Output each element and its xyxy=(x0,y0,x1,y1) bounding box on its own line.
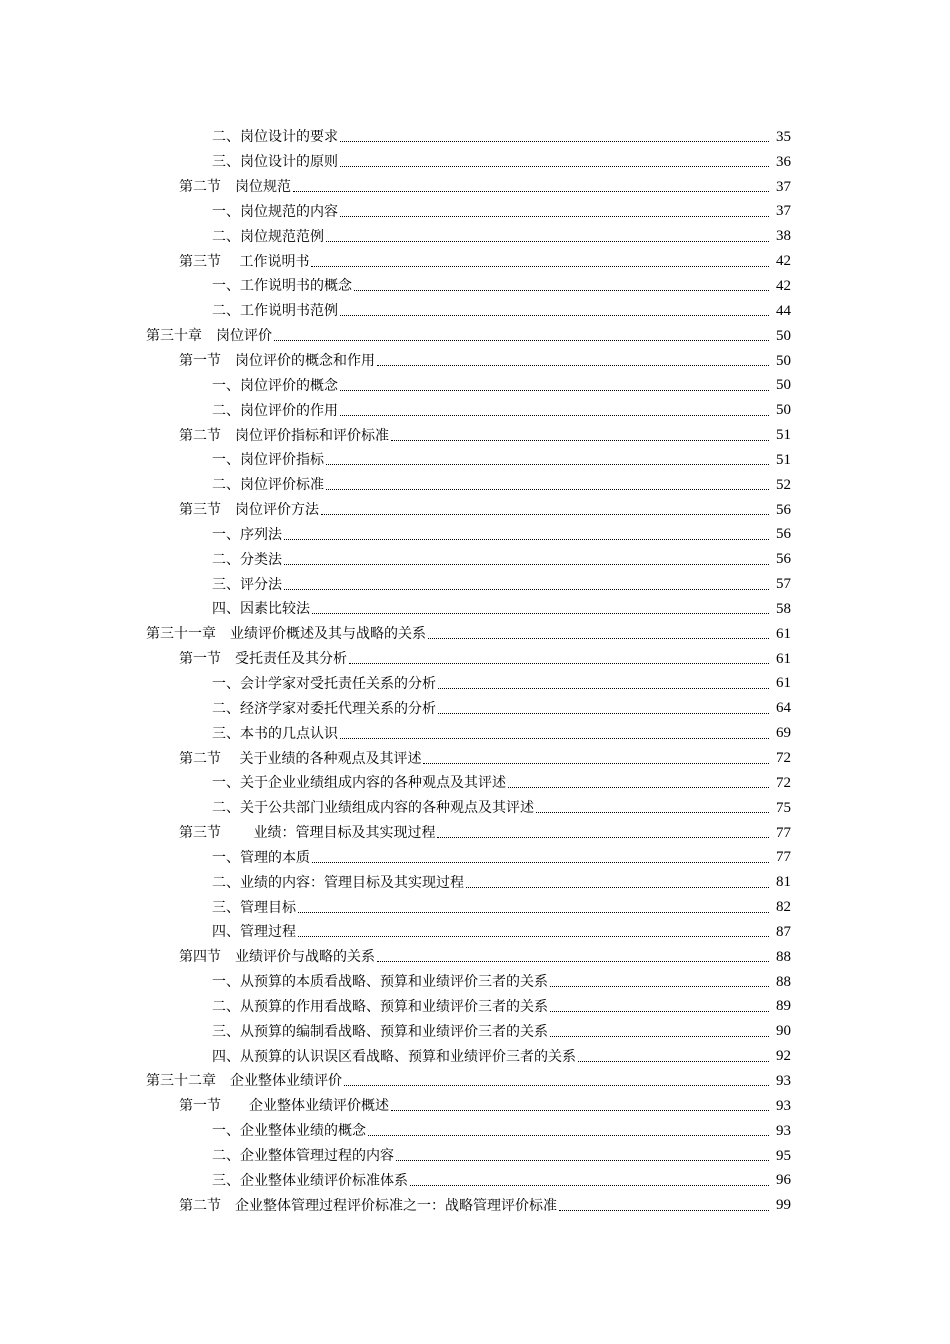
toc-page-number: 52 xyxy=(776,476,791,493)
toc-page-number: 57 xyxy=(776,576,791,593)
toc-entry-title: 第二节 岗位评价指标和评价标准 xyxy=(179,427,389,444)
dot-leader xyxy=(559,1210,769,1211)
toc-page-number: 58 xyxy=(776,600,791,617)
toc-page-number: 50 xyxy=(776,352,791,369)
dot-leader xyxy=(354,290,769,291)
toc-subsection-entry[interactable] xyxy=(212,274,791,299)
toc-entry-title: 三、企业整体业绩评价标准体系 xyxy=(212,1172,408,1189)
toc-entry-title: 二、从预算的作用看战略、预算和业绩评价三者的关系 xyxy=(212,998,548,1015)
toc-entry-title: 二、企业整体管理过程的内容 xyxy=(212,1148,394,1165)
dot-leader xyxy=(438,688,769,689)
toc-entry-title: 三、管理目标 xyxy=(212,899,296,916)
dot-leader xyxy=(340,738,769,739)
toc-page-number: 99 xyxy=(776,1197,791,1214)
toc-subsection-entry[interactable] xyxy=(212,870,791,895)
toc-page-number: 72 xyxy=(776,774,791,791)
toc-entry-title: 第二节 岗位规范 xyxy=(179,179,291,196)
toc-subsection-entry[interactable] xyxy=(212,398,791,423)
toc-page-number: 75 xyxy=(776,799,791,816)
dot-leader xyxy=(326,241,769,242)
dot-leader xyxy=(340,216,769,217)
toc-subsection-entry[interactable] xyxy=(212,373,791,398)
toc-page-number: 89 xyxy=(776,998,791,1015)
toc-section-entry[interactable] xyxy=(179,498,791,523)
toc-entry-title: 一、岗位评价的概念 xyxy=(212,377,338,394)
dot-leader xyxy=(326,464,769,465)
dot-leader xyxy=(340,390,769,391)
dot-leader xyxy=(578,1061,769,1062)
toc-page-number: 37 xyxy=(776,178,791,195)
toc-subsection-entry[interactable] xyxy=(212,1144,791,1169)
toc-subsection-entry[interactable] xyxy=(212,920,791,945)
toc-subsection-entry[interactable] xyxy=(212,572,791,597)
dot-leader xyxy=(396,1160,769,1161)
toc-page-number: 82 xyxy=(776,899,791,916)
toc-page-number: 77 xyxy=(776,849,791,866)
dot-leader xyxy=(293,191,769,192)
dot-leader xyxy=(284,589,769,590)
dot-leader xyxy=(368,1135,769,1136)
toc-subsection-entry[interactable] xyxy=(212,672,791,697)
toc-entry-title: 一、岗位规范的内容 xyxy=(212,203,338,220)
toc-page-number: 51 xyxy=(776,427,791,444)
toc-page-number: 50 xyxy=(776,327,791,344)
toc-page-number: 92 xyxy=(776,1048,791,1065)
toc-subsection-entry[interactable] xyxy=(212,845,791,870)
dot-leader xyxy=(349,663,769,664)
toc-entry-title: 四、从预算的认识误区看战略、预算和业绩评价三者的关系 xyxy=(212,1048,576,1065)
toc-subsection-entry[interactable] xyxy=(212,771,791,796)
toc-entry-title: 第三节 岗位评价方法 xyxy=(179,502,319,519)
dot-leader xyxy=(284,539,769,540)
toc-entry-title: 三、岗位设计的原则 xyxy=(212,154,338,171)
toc-page-number: 50 xyxy=(776,402,791,419)
toc-entry-title: 一、会计学家对受托责任关系的分析 xyxy=(212,675,436,692)
toc-entry-title: 二、工作说明书范例 xyxy=(212,303,338,320)
toc-entry-title: 第二节 关于业绩的各种观点及其评述 xyxy=(179,750,422,767)
toc-page-number: 37 xyxy=(776,203,791,220)
toc-subsection-entry[interactable] xyxy=(212,473,791,498)
dot-leader xyxy=(437,837,769,838)
dot-leader xyxy=(466,887,769,888)
toc-entry-title: 第三十一章 业绩评价概述及其与战略的关系 xyxy=(146,626,426,643)
toc-page-number: 69 xyxy=(776,725,791,742)
toc-subsection-entry[interactable] xyxy=(212,1019,791,1044)
toc-entry-title: 第一节 岗位评价的概念和作用 xyxy=(179,353,375,370)
toc-page-number: 88 xyxy=(776,973,791,990)
dot-leader xyxy=(326,489,769,490)
dot-leader xyxy=(298,936,769,937)
toc-page-number: 93 xyxy=(776,1122,791,1139)
dot-leader xyxy=(340,166,769,167)
toc-section-entry[interactable] xyxy=(179,1193,791,1218)
toc-subsection-entry[interactable] xyxy=(212,696,791,721)
toc-entry-title: 一、关于企业业绩组成内容的各种观点及其评述 xyxy=(212,775,506,792)
toc-page-number: 87 xyxy=(776,923,791,940)
toc-entry-title: 二、业绩的内容：管理目标及其实现过程 xyxy=(212,874,464,891)
toc-subsection-entry[interactable] xyxy=(212,150,791,175)
toc-entry-title: 一、企业整体业绩的概念 xyxy=(212,1123,366,1140)
toc-entry-title: 第三节 工作说明书 xyxy=(179,253,310,270)
toc-entry-title: 四、因素比较法 xyxy=(212,601,310,618)
toc-page-number: 61 xyxy=(776,675,791,692)
dot-leader xyxy=(508,787,769,788)
toc-page-number: 51 xyxy=(776,451,791,468)
dot-leader xyxy=(391,440,769,441)
toc-entry-title: 第三十二章 企业整体业绩评价 xyxy=(146,1073,342,1090)
toc-section-entry[interactable] xyxy=(179,821,791,846)
toc-section-entry[interactable] xyxy=(179,349,791,374)
toc-section-entry[interactable] xyxy=(179,746,791,771)
toc-page-number: 35 xyxy=(776,128,791,145)
toc-page-number: 61 xyxy=(776,625,791,642)
toc-chapter-entry[interactable] xyxy=(146,1069,791,1094)
toc-subsection-entry[interactable] xyxy=(212,895,791,920)
toc-page-number: 88 xyxy=(776,948,791,965)
dot-leader xyxy=(312,613,769,614)
dot-leader xyxy=(377,365,769,366)
dot-leader xyxy=(284,564,769,565)
toc-subsection-entry[interactable] xyxy=(212,995,791,1020)
toc-entry-title: 二、经济学家对委托代理关系的分析 xyxy=(212,700,436,717)
toc-page-number: 42 xyxy=(776,253,791,270)
toc-entry-title: 第三十章 岗位评价 xyxy=(146,328,272,345)
dot-leader xyxy=(536,812,769,813)
toc-entry-title: 二、岗位规范范例 xyxy=(212,228,324,245)
toc-subsection-entry[interactable] xyxy=(212,299,791,324)
dot-leader xyxy=(340,141,769,142)
toc-page-number: 42 xyxy=(776,277,791,294)
toc-page-number: 96 xyxy=(776,1172,791,1189)
toc-subsection-entry[interactable] xyxy=(212,597,791,622)
toc-entry-title: 一、工作说明书的概念 xyxy=(212,278,352,295)
toc-subsection-entry[interactable] xyxy=(212,547,791,572)
toc-page-number: 93 xyxy=(776,1072,791,1089)
toc-entry-title: 一、管理的本质 xyxy=(212,849,310,866)
toc-entry-title: 第一节 受托责任及其分析 xyxy=(179,651,347,668)
toc-page-number: 61 xyxy=(776,650,791,667)
dot-leader xyxy=(438,713,769,714)
table-of-contents xyxy=(0,125,950,1218)
toc-subsection-entry[interactable] xyxy=(212,1119,791,1144)
toc-entry-title: 第三节 业绩：管理目标及其实现过程 xyxy=(179,825,436,842)
toc-page-number: 36 xyxy=(776,153,791,170)
toc-section-entry[interactable] xyxy=(179,423,791,448)
dot-leader xyxy=(550,986,769,987)
toc-subsection-entry[interactable] xyxy=(212,224,791,249)
toc-page-number: 95 xyxy=(776,1147,791,1164)
dot-leader xyxy=(274,340,769,341)
toc-page-number: 56 xyxy=(776,551,791,568)
dot-leader xyxy=(423,763,769,764)
dot-leader xyxy=(312,862,769,863)
toc-entry-title: 一、岗位评价指标 xyxy=(212,452,324,469)
toc-subsection-entry[interactable] xyxy=(212,1044,791,1069)
toc-entry-title: 二、分类法 xyxy=(212,551,282,568)
toc-page-number: 44 xyxy=(776,302,791,319)
toc-entry-title: 二、岗位评价的作用 xyxy=(212,402,338,419)
toc-subsection-entry[interactable] xyxy=(212,721,791,746)
toc-entry-title: 四、管理过程 xyxy=(212,924,296,941)
toc-entry-title: 一、从预算的本质看战略、预算和业绩评价三者的关系 xyxy=(212,974,548,991)
toc-subsection-entry[interactable] xyxy=(212,1168,791,1193)
toc-page-number: 81 xyxy=(776,874,791,891)
toc-subsection-entry[interactable] xyxy=(212,796,791,821)
toc-page-number: 56 xyxy=(776,501,791,518)
dot-leader xyxy=(391,1110,769,1111)
dot-leader xyxy=(550,1036,769,1037)
toc-section-entry[interactable] xyxy=(179,249,791,274)
toc-subsection-entry[interactable] xyxy=(212,970,791,995)
toc-page-number: 38 xyxy=(776,228,791,245)
dot-leader xyxy=(550,1011,769,1012)
toc-page-number: 50 xyxy=(776,377,791,394)
toc-page-number: 90 xyxy=(776,1023,791,1040)
dot-leader xyxy=(410,1185,769,1186)
toc-entry-title: 二、关于公共部门业绩组成内容的各种观点及其评述 xyxy=(212,800,534,817)
toc-page-number: 56 xyxy=(776,526,791,543)
toc-subsection-entry[interactable] xyxy=(212,125,791,150)
dot-leader xyxy=(298,912,769,913)
dot-leader xyxy=(340,315,769,316)
toc-entry-title: 二、岗位评价标准 xyxy=(212,477,324,494)
toc-subsection-entry[interactable] xyxy=(212,200,791,225)
toc-entry-title: 二、岗位设计的要求 xyxy=(212,129,338,146)
dot-leader xyxy=(344,1085,769,1086)
toc-entry-title: 第一节 企业整体业绩评价概述 xyxy=(179,1098,389,1115)
toc-entry-title: 三、评分法 xyxy=(212,576,282,593)
toc-page-number: 64 xyxy=(776,700,791,717)
dot-leader xyxy=(340,415,769,416)
toc-page-number: 77 xyxy=(776,824,791,841)
toc-section-entry[interactable] xyxy=(179,647,791,672)
dot-leader xyxy=(428,638,769,639)
toc-entry-title: 三、从预算的编制看战略、预算和业绩评价三者的关系 xyxy=(212,1023,548,1040)
toc-page-number: 93 xyxy=(776,1097,791,1114)
toc-section-entry[interactable] xyxy=(179,945,791,970)
toc-entry-title: 三、本书的几点认识 xyxy=(212,725,338,742)
toc-entry-title: 第四节 业绩评价与战略的关系 xyxy=(179,949,375,966)
toc-page-number: 72 xyxy=(776,750,791,767)
toc-subsection-entry[interactable] xyxy=(212,523,791,548)
toc-subsection-entry[interactable] xyxy=(212,448,791,473)
toc-chapter-entry[interactable] xyxy=(146,324,791,349)
dot-leader xyxy=(321,514,769,515)
toc-entry-title: 第二节 企业整体管理过程评价标准之一：战略管理评价标准 xyxy=(179,1197,557,1214)
toc-section-entry[interactable] xyxy=(179,1094,791,1119)
dot-leader xyxy=(377,961,769,962)
toc-entry-title: 一、序列法 xyxy=(212,526,282,543)
toc-chapter-entry[interactable] xyxy=(146,622,791,647)
dot-leader xyxy=(311,266,769,267)
toc-section-entry[interactable] xyxy=(179,175,791,200)
